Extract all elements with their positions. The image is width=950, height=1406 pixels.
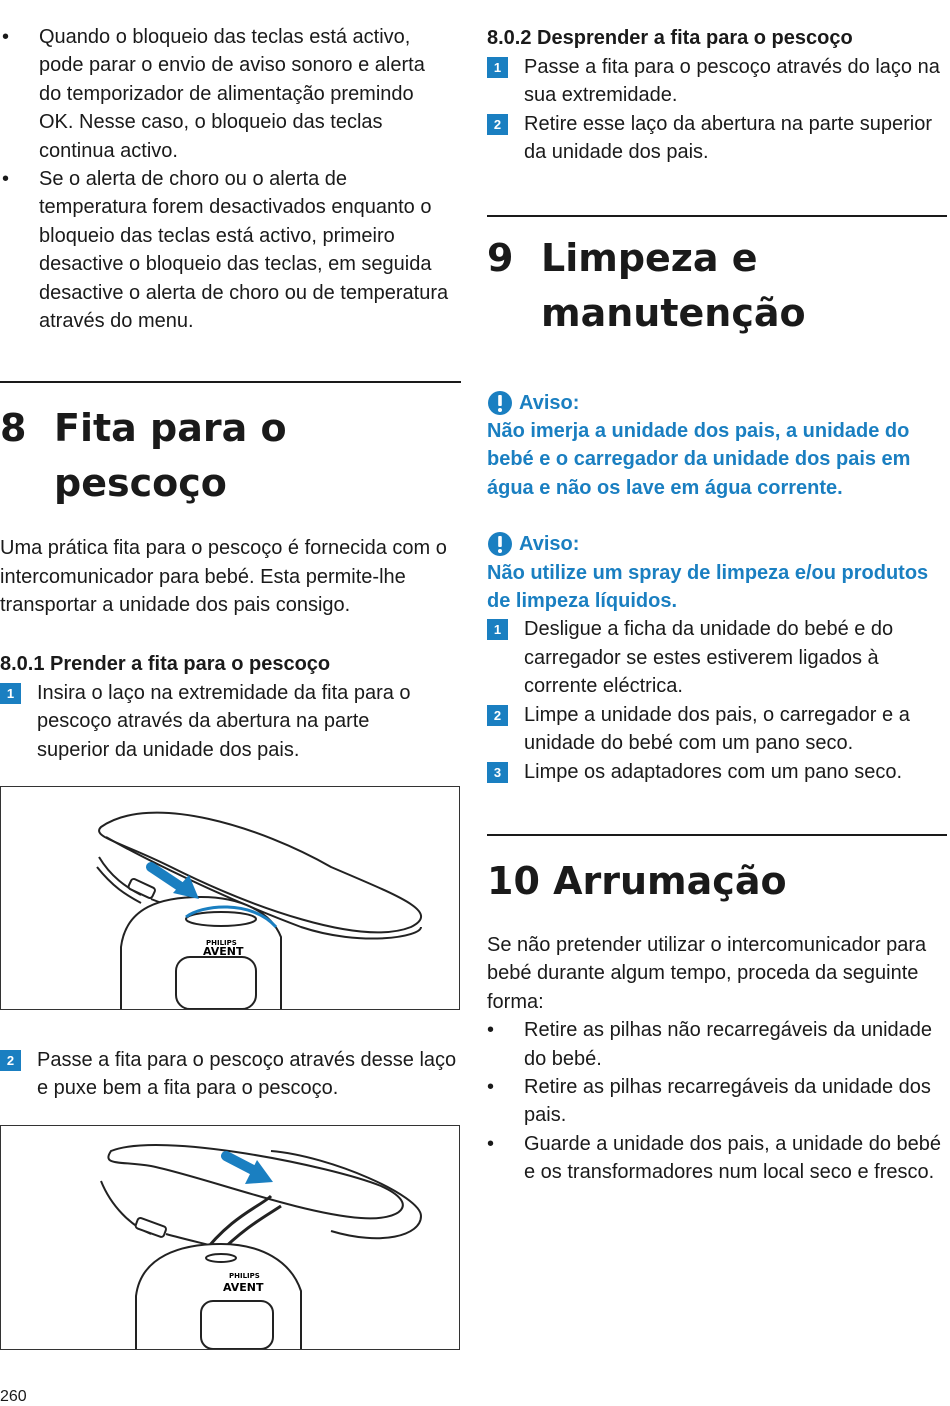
chapter-8-title: 8 Fita para o pescoço xyxy=(0,406,287,506)
warning-block xyxy=(487,530,950,615)
page-number: 260 xyxy=(0,1388,27,1405)
step-number: 2 xyxy=(487,114,508,135)
chapter-10-title: 10 Arrumação xyxy=(487,858,787,903)
warning-label: Aviso: xyxy=(519,391,580,414)
brand-text: AVENT xyxy=(223,1280,264,1294)
illustration-neck-strap-2 xyxy=(1,1126,459,1349)
section-rule xyxy=(0,381,461,383)
brand-text-top: PHILIPS xyxy=(229,1271,260,1280)
warning-block xyxy=(487,389,950,503)
left-column xyxy=(0,0,462,1350)
step-number: 2 xyxy=(0,1050,21,1071)
arrow-icon xyxy=(226,1156,253,1170)
step-item: 2 Retire esse laço da abertura na parte superior da unidade dos pais. xyxy=(487,110,950,167)
warning-text: Não imerja a unidade dos pais, a unidade do bebé e o carregador da unidade dos pais em água e não os lave em água corrente. xyxy=(487,420,911,499)
bullet-icon: • xyxy=(487,1075,495,1098)
chapter-9-title: 9 Limpeza e manutenção xyxy=(487,235,806,335)
intro-bullet-list xyxy=(2,23,452,335)
figure-attach-loop xyxy=(0,786,460,1010)
step-item: 2 Limpe a unidade dos pais, o carregador e a unidade do bebé com um pano seco. xyxy=(487,701,950,758)
chapter-10-intro: Se não pretender utilizar o intercomunicador para bebé durante algum tempo, proceda da seguinte forma: xyxy=(487,933,927,1013)
section-8-0-2-title: 8.0.2 Desprender a fita para o pescoço xyxy=(487,27,853,49)
brand-text: AVENT xyxy=(203,944,244,958)
storage-bullet-list xyxy=(487,1016,950,1186)
step-number: 1 xyxy=(0,683,21,704)
section-rule xyxy=(487,834,947,836)
list-item: • Guarde a unidade dos pais, a unidade do bebé e os transformadores num local seco e fresco. xyxy=(487,1130,950,1187)
warning-label: Aviso: xyxy=(519,533,580,556)
bullet-icon: • xyxy=(2,26,10,48)
step-number: 2 xyxy=(487,705,508,726)
step-item: 1 Insira o laço na extremidade da fita para o pescoço através da abertura na parte superior da unidade dos pais. xyxy=(0,679,447,764)
illustration-neck-strap-1 xyxy=(1,787,459,1009)
warning-text: Não utilize um spray de limpeza e/ou produtos de limpeza líquidos. xyxy=(487,561,929,613)
list-item: • Retire as pilhas recarregáveis da unidade dos pais. xyxy=(487,1073,950,1130)
warning-icon xyxy=(487,390,513,416)
step-number: 1 xyxy=(487,57,508,78)
brand-text-top: PHILIPS xyxy=(206,938,237,947)
bullet-icon: • xyxy=(487,1019,495,1042)
right-column xyxy=(487,0,950,1187)
warning-icon xyxy=(487,531,513,557)
list-item: • Quando o bloqueio das teclas está activo, pode parar o envio de aviso sonoro e alerta do temporizador de alimentação premindo OK. Nesse caso, o bloqueio das teclas continua activo. xyxy=(2,23,452,165)
step-item: 1 Desligue a ficha da unidade do bebé e do carregador se estes estiverem ligados à corrente eléctrica. xyxy=(487,615,950,700)
step-number: 3 xyxy=(487,762,508,783)
step-item: 2 Passe a fita para o pescoço através desse laço e puxe bem a fita para o pescoço. xyxy=(0,1046,462,1103)
figure-pull-strap xyxy=(0,1125,460,1350)
bullet-icon: • xyxy=(487,1132,495,1155)
section-8-0-1-title: 8.0.1 Prender a fita para o pescoço xyxy=(0,652,331,675)
section-rule xyxy=(487,215,947,217)
list-item: • Retire as pilhas não recarregáveis da unidade do bebé. xyxy=(487,1016,950,1073)
step-item: 1 Passe a fita para o pescoço através do laço na sua extremidade. xyxy=(487,53,950,110)
step-number: 1 xyxy=(487,619,508,640)
chapter-8-intro: Uma prática fita para o pescoço é fornecida com o intercomunicador para bebé. Esta permite-lhe transportar a unidade dos pais consigo. xyxy=(0,537,447,617)
bullet-icon: • xyxy=(2,168,10,191)
list-item: • Se o alerta de choro ou o alerta de temperatura forem desactivados enquanto o bloqueio das teclas está activo, primeiro desactive o bloqueio das teclas, em seguida desactive o alerta de choro ou de temperatura através do menu. xyxy=(2,165,452,335)
step-item: 3 Limpe os adaptadores com um pano seco. xyxy=(487,758,950,786)
